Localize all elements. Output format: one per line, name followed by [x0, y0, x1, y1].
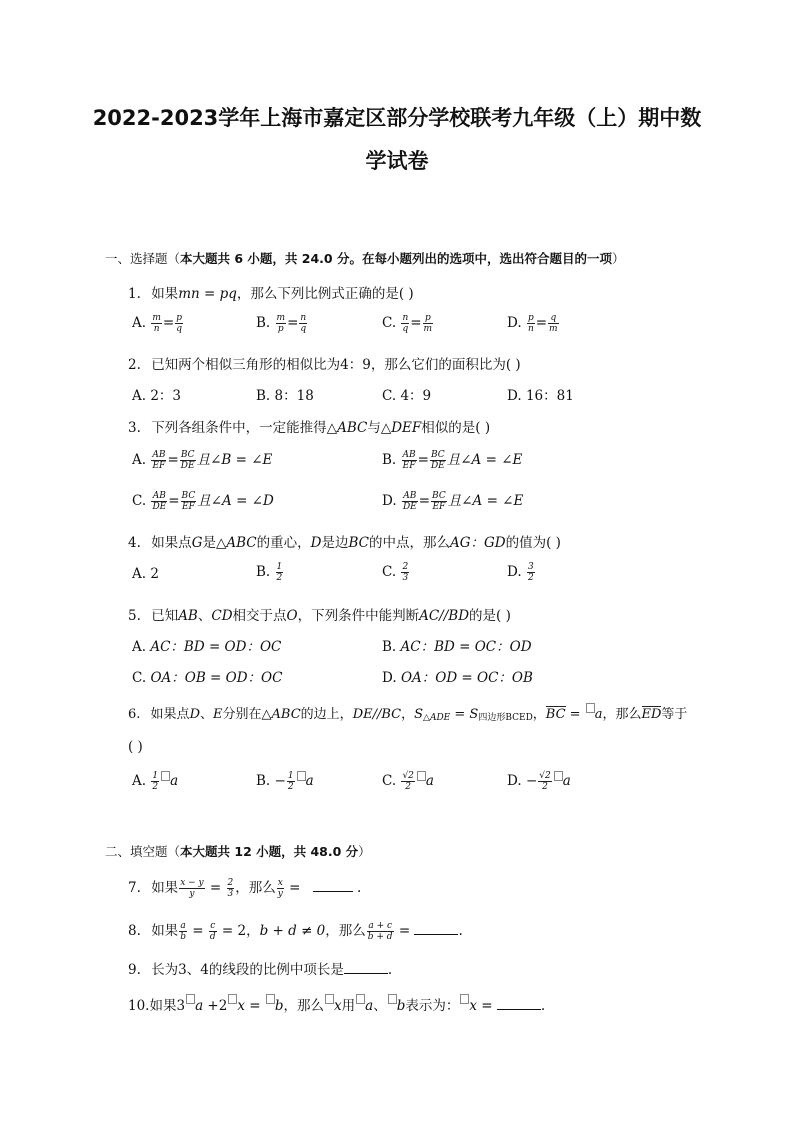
question-9	[128, 958, 392, 978]
math-expr: b + d ≠ 0	[259, 923, 326, 939]
vector: ED	[641, 707, 662, 722]
question-text: 相交于点	[232, 608, 287, 624]
question-1	[128, 282, 414, 302]
question-text: 的值为( )	[505, 535, 561, 551]
numerator: BC	[431, 450, 445, 460]
fraction	[181, 491, 197, 512]
question-number: 6.	[128, 707, 141, 722]
q2-option-c[interactable]	[382, 384, 431, 404]
subscript: △ADE	[423, 713, 451, 723]
equals: =	[535, 315, 548, 331]
fraction	[276, 562, 284, 583]
condition: 且∠A = ∠E	[447, 493, 524, 509]
question-8	[128, 919, 463, 942]
question-text: 如果点	[150, 707, 190, 722]
q4-option-d[interactable]	[507, 562, 536, 583]
fraction	[538, 771, 551, 792]
denominator: q	[402, 324, 409, 334]
q2-option-d[interactable]	[507, 384, 574, 404]
option-label: A.	[132, 566, 147, 582]
question-3	[128, 416, 490, 436]
math-expr: DE//BC	[352, 707, 402, 722]
option-text: AC：BD = OC：OD	[400, 639, 532, 655]
math-expr: a	[594, 707, 603, 722]
question-text: 如果	[149, 998, 177, 1014]
q3-option-a[interactable]	[132, 448, 272, 471]
question-text: 的是( )	[469, 608, 511, 624]
question-number: 9.	[128, 962, 141, 978]
fraction	[179, 878, 204, 899]
vector: BC	[545, 707, 566, 722]
denominator: EF	[432, 502, 446, 512]
answer-blank[interactable]	[414, 922, 458, 935]
numerator: BC	[180, 450, 195, 460]
denominator: y	[189, 889, 195, 899]
question-4	[128, 531, 561, 551]
fraction	[287, 771, 295, 792]
math-expr: a	[365, 998, 374, 1014]
section-heading-suffix: ）	[358, 844, 371, 859]
denominator: 2	[405, 782, 412, 792]
math-expr: a	[170, 773, 179, 789]
math-expr: △ABC	[326, 420, 368, 436]
numerator: AB	[402, 450, 416, 460]
numerator: AB	[152, 491, 166, 501]
question-text: 、	[373, 998, 387, 1014]
option-label: C.	[382, 564, 397, 580]
question-text: .	[540, 998, 546, 1014]
fraction	[367, 921, 394, 942]
question-text: ，下列条件中能判断	[297, 608, 420, 624]
operator: +2	[203, 998, 228, 1014]
denominator: 2	[152, 782, 159, 792]
option-label: C.	[382, 388, 397, 404]
denominator: p	[277, 324, 284, 334]
numerator: m	[276, 313, 286, 323]
question-text: ，	[532, 707, 546, 722]
question-text: 如果点	[151, 535, 192, 551]
fraction	[401, 771, 414, 792]
math-expr: O	[286, 608, 298, 624]
denominator: 3	[402, 573, 409, 583]
question-text: ，那么	[235, 880, 276, 896]
q1-option-a[interactable]	[132, 313, 184, 334]
fraction	[423, 313, 434, 334]
numerator: a + c	[368, 921, 393, 931]
option-label: D.	[507, 564, 522, 580]
question-text: 的边上，	[300, 707, 353, 722]
denominator: 2	[276, 573, 283, 583]
denominator: y	[277, 889, 283, 899]
q3-option-c[interactable]	[132, 489, 274, 512]
question-text: ，那么下列比例式正确的是( )	[236, 286, 414, 302]
question-text: 下列各组条件中，一定能推得	[151, 420, 327, 436]
fraction	[402, 491, 418, 512]
question-text: ，那么	[325, 923, 366, 939]
math-expr: b	[274, 998, 284, 1014]
numerator: x	[277, 878, 283, 888]
option-label: C.	[382, 773, 397, 789]
numerator: c	[210, 921, 216, 931]
subscript: 四边形BCED	[478, 713, 533, 723]
math-expr: x	[469, 998, 477, 1014]
q6-option-b[interactable]	[256, 771, 314, 792]
option-label: B.	[256, 315, 271, 331]
fraction	[151, 771, 159, 792]
question-text: 已知	[151, 608, 179, 624]
q6-paren: ( )	[128, 739, 143, 755]
question-text: .	[458, 923, 463, 939]
question-text: 表示为：	[405, 998, 460, 1014]
equals: =	[167, 452, 179, 468]
math-expr: AB	[178, 608, 198, 624]
math-expr: D	[310, 535, 322, 551]
equals: =	[418, 493, 431, 509]
placeholder-box-icon	[186, 994, 195, 1004]
option-label: A.	[132, 773, 147, 789]
fraction	[277, 878, 284, 899]
equals: =	[417, 452, 429, 468]
question-10	[128, 994, 545, 1014]
numerator: 1	[152, 771, 159, 781]
equals: =	[205, 880, 226, 896]
fraction	[227, 878, 235, 899]
numerator: m	[152, 313, 161, 323]
fraction	[179, 921, 187, 942]
fraction	[401, 562, 409, 583]
question-number: 4.	[128, 535, 141, 551]
question-2	[128, 353, 521, 373]
section-heading-bold: 本大题共 6 小题，共 24.0 分。在每小题列出的选项中，选出符合题目的一项	[180, 251, 612, 266]
condition: 且∠A = ∠D	[197, 493, 274, 509]
denominator: EF	[181, 502, 195, 512]
fraction	[401, 313, 409, 334]
math-expr: AC//BD	[419, 608, 470, 624]
section-heading-prefix: 一、选择题（	[105, 251, 181, 266]
q5-option-d[interactable]	[382, 666, 533, 686]
fraction	[527, 313, 535, 334]
question-number: 7.	[128, 880, 141, 896]
math-expr: a	[305, 773, 314, 789]
question-text: 、	[197, 608, 212, 624]
equals: = 2，	[217, 923, 260, 939]
q1-option-b[interactable]	[256, 313, 308, 334]
option-text: OA：OB = OD：OC	[150, 670, 283, 686]
numerator: p	[527, 313, 534, 323]
option-label: A.	[132, 452, 147, 468]
q4-option-c[interactable]	[382, 562, 410, 583]
q5-option-a[interactable]	[132, 635, 281, 655]
option-label: D.	[382, 493, 397, 509]
math-expr: a	[562, 773, 571, 789]
option-label: D.	[507, 773, 522, 789]
numerator: 1	[276, 562, 283, 572]
option-label: B.	[382, 452, 397, 468]
q6-option-c[interactable]	[382, 771, 434, 792]
denominator: q	[300, 324, 307, 334]
denominator: DE	[430, 461, 445, 471]
question-text: .	[387, 962, 393, 978]
math-expr: △DEF	[380, 420, 422, 436]
option-label: B.	[382, 639, 397, 655]
option-label: D.	[382, 670, 397, 686]
numerator: q	[548, 313, 559, 324]
placeholder-box-icon	[297, 771, 306, 781]
fraction	[527, 562, 535, 583]
q5-option-c[interactable]	[132, 666, 282, 686]
numerator: AB	[152, 450, 166, 460]
math-expr: S	[469, 707, 479, 722]
option-label: D.	[507, 315, 522, 331]
question-text: 的中点，那么	[368, 535, 450, 551]
numerator: 1	[287, 771, 294, 781]
math-expr: G	[191, 535, 203, 551]
numerator: BC	[432, 491, 446, 501]
denominator: 3	[227, 889, 234, 899]
section-heading-choice	[105, 249, 624, 267]
q5-option-b[interactable]	[382, 635, 532, 655]
option-label: B.	[256, 564, 271, 580]
option-label: D.	[507, 388, 522, 404]
option-label: C.	[132, 670, 147, 686]
numerator: BC	[181, 491, 196, 501]
option-text: 16：81	[525, 388, 574, 404]
placeholder-box-icon	[417, 771, 426, 781]
option-label: A.	[132, 639, 147, 655]
question-text: 如果	[151, 286, 179, 302]
option-label: B.	[256, 388, 271, 404]
section-heading-prefix: 二、填空题（	[105, 844, 181, 859]
equals: =	[284, 880, 305, 896]
q6-option-d[interactable]	[507, 771, 571, 792]
denominator: 2	[287, 782, 294, 792]
question-number: 8.	[128, 923, 141, 939]
denominator: DE	[402, 502, 417, 512]
section-heading-fill	[105, 842, 371, 860]
math-expr: a	[425, 773, 434, 789]
option-label: A.	[132, 388, 147, 404]
sign: −	[274, 773, 286, 789]
placeholder-box-icon	[356, 994, 365, 1004]
numerator: n	[300, 313, 307, 323]
question-number: 2.	[128, 357, 141, 373]
option-label: C.	[132, 493, 147, 509]
option-label: B.	[256, 773, 271, 789]
question-5	[128, 604, 511, 624]
denominator: DE	[180, 461, 195, 471]
fraction	[151, 450, 166, 471]
coefficient: 3	[176, 998, 186, 1014]
option-text: AC：BD = OD：OC	[150, 639, 282, 655]
denominator: EF	[402, 461, 416, 471]
math-expr: b	[396, 998, 406, 1014]
condition: 且∠B = ∠E	[196, 452, 273, 468]
option-text: 2	[150, 566, 159, 582]
question-text: 与	[367, 420, 381, 436]
equals: =	[565, 707, 585, 722]
option-label: A.	[132, 315, 147, 331]
question-7	[128, 876, 361, 899]
question-text: 如果	[151, 880, 179, 896]
placeholder-box-icon	[228, 994, 237, 1004]
numerator: x − y	[180, 878, 204, 888]
question-text: ，	[401, 707, 415, 722]
numerator: p	[423, 313, 434, 324]
denominator: n	[527, 324, 534, 334]
sign: −	[525, 773, 538, 789]
placeholder-box-icon	[325, 994, 334, 1004]
fraction	[151, 491, 167, 512]
fraction	[299, 313, 307, 334]
numerator: 2	[402, 562, 409, 572]
math-expr: △ABC	[261, 707, 301, 722]
question-text: 相似的是( )	[421, 420, 491, 436]
option-text: 2：3	[150, 388, 182, 404]
math-expr: E	[213, 707, 223, 722]
placeholder-box-icon	[266, 994, 275, 1004]
math-expr: a	[195, 998, 204, 1014]
denominator: m	[549, 324, 558, 334]
section-heading-suffix: ）	[611, 251, 625, 266]
equals: =	[162, 315, 175, 331]
numerator: √2	[539, 771, 551, 781]
question-text: .	[352, 880, 362, 896]
denominator: b	[180, 932, 186, 942]
denominator: 2	[542, 782, 548, 792]
section-heading-bold: 本大题共 12 小题，共 48.0 分	[180, 844, 359, 859]
question-text: 的重心，	[256, 535, 311, 551]
equals: =	[410, 315, 422, 331]
denominator: b + d	[367, 932, 393, 942]
denominator: n	[153, 324, 160, 334]
fraction	[209, 921, 217, 942]
math-expr: x	[334, 998, 342, 1014]
question-number: 10.	[128, 998, 150, 1014]
math-expr: D	[189, 707, 200, 722]
denominator: EF	[152, 461, 166, 471]
question-text: 已知两个相似三角形的相似比为4：9，那么它们的面积比为( )	[151, 357, 521, 373]
numerator: √2	[402, 771, 414, 781]
equals: =	[287, 315, 299, 331]
equals: =	[187, 923, 208, 939]
option-text: OA：OD = OC：OB	[400, 670, 533, 686]
q3-option-d[interactable]	[382, 489, 523, 512]
question-text: 是边	[321, 535, 349, 551]
fraction	[430, 450, 446, 471]
option-text: 4：9	[400, 388, 432, 404]
page-title-line1: 2022-2023学年上海市嘉定区部分学校联考九年级（上）期中数	[92, 106, 702, 130]
fraction	[175, 313, 183, 334]
q1-option-d[interactable]	[507, 313, 560, 334]
question-text: ，那么	[283, 998, 325, 1014]
denominator: q	[176, 324, 182, 334]
fraction	[276, 313, 287, 334]
fraction	[402, 450, 417, 471]
question-text: 用	[341, 998, 356, 1014]
equals: =	[477, 998, 497, 1014]
math-expr: mn = pq	[178, 286, 237, 302]
condition: 且∠A = ∠E	[446, 452, 523, 468]
page-title-line2: 学试卷	[365, 149, 429, 173]
q4-option-a[interactable]	[132, 566, 159, 582]
denominator: d	[209, 932, 216, 942]
math-expr: AG：GD	[449, 535, 506, 551]
q2-option-b[interactable]	[256, 384, 314, 404]
q4-option-b[interactable]	[256, 562, 284, 583]
answer-blank[interactable]	[497, 997, 541, 1010]
equals: =	[168, 493, 180, 509]
question-text: ，那么	[602, 707, 642, 722]
question-text: 长为3、4的线段的比例中项长是	[151, 962, 344, 978]
numerator: 3	[527, 562, 534, 572]
question-number: 5.	[128, 608, 141, 624]
math-expr: x	[237, 998, 245, 1014]
placeholder-box-icon	[554, 771, 563, 781]
question-text: 、	[200, 707, 214, 722]
math-expr: S	[414, 707, 424, 722]
numerator: a	[180, 921, 186, 931]
numerator: p	[176, 313, 182, 323]
fraction	[431, 491, 447, 512]
question-number: 1.	[128, 286, 141, 302]
q3-option-b[interactable]	[382, 448, 522, 471]
denominator: 2	[527, 573, 534, 583]
numerator: AB	[403, 491, 417, 501]
fraction	[151, 313, 162, 334]
question-6	[128, 703, 687, 723]
equals: =	[450, 707, 470, 722]
question-text: 是	[202, 535, 216, 551]
option-label: C.	[382, 315, 397, 331]
equals: =	[244, 998, 265, 1014]
denominator: m	[423, 324, 433, 334]
placeholder-box-icon	[388, 994, 397, 1004]
numerator: 2	[227, 878, 234, 888]
math-expr: BC	[348, 535, 369, 551]
denominator: DE	[152, 502, 167, 512]
question-number: 3.	[128, 420, 141, 436]
answer-blank[interactable]	[313, 879, 353, 892]
equals: =	[394, 923, 415, 939]
q2-option-a[interactable]	[132, 384, 181, 404]
placeholder-box-icon	[161, 771, 170, 781]
question-text: 分别在	[222, 707, 262, 722]
math-expr: CD	[211, 608, 233, 624]
question-text: 等于	[661, 707, 688, 722]
fraction	[180, 450, 196, 471]
answer-blank[interactable]	[344, 961, 388, 974]
q1-option-c[interactable]	[382, 313, 434, 334]
numerator: n	[402, 313, 409, 323]
math-expr: △ABC	[215, 535, 257, 551]
q6-option-a[interactable]	[132, 771, 178, 792]
option-text: 8：18	[274, 388, 314, 404]
question-text: 如果	[151, 923, 179, 939]
fraction	[548, 313, 559, 334]
placeholder-box-icon	[586, 703, 595, 713]
